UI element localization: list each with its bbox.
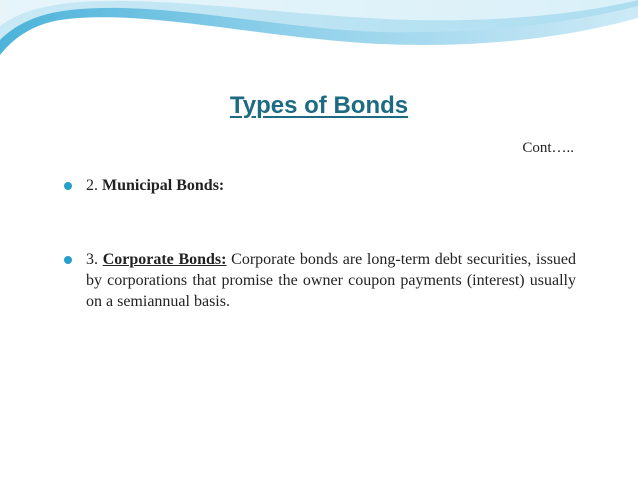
decorative-wave-header xyxy=(0,0,638,80)
bullet-list xyxy=(66,175,576,312)
bullet-heading: Corporate Bonds: xyxy=(102,251,227,268)
bullet-heading: Municipal Bonds: xyxy=(102,177,225,194)
slide-title xyxy=(0,92,638,120)
bullet-dot-icon xyxy=(64,182,72,190)
bullet-body: Corporate bonds are long-term debt securities, issued by corporations that promise the owner coupon payments (interest) usually on a semiannual basis. xyxy=(86,251,577,310)
bullet-dot-icon xyxy=(64,256,72,264)
bullet-number: 2. xyxy=(86,177,98,194)
list-item-municipal-bonds xyxy=(66,175,576,196)
list-item-corporate-bonds xyxy=(66,249,576,312)
slide-title-text: Types of Bonds xyxy=(229,92,409,119)
bullet-number: 3. xyxy=(86,251,98,268)
continuation-label: Cont….. xyxy=(522,140,574,156)
